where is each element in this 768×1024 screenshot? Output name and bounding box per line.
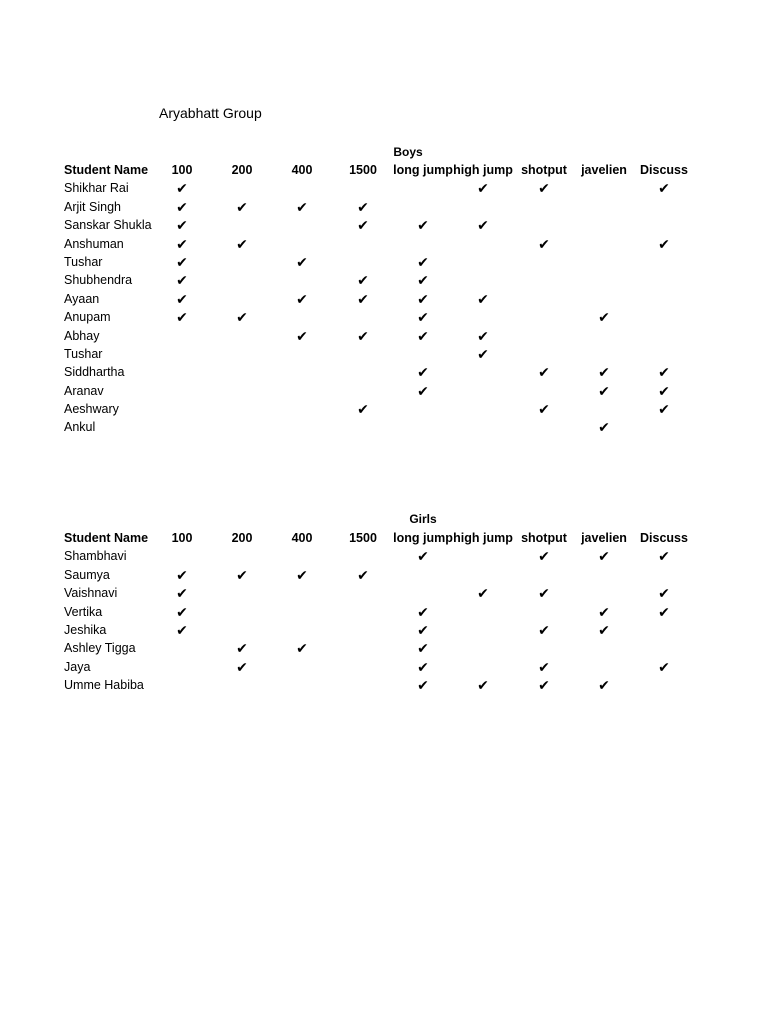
check-mark-icon: ✔ <box>176 585 188 602</box>
student-name: Tushar <box>64 346 103 361</box>
girls-group-label: Girls <box>409 512 437 526</box>
check-mark-icon: ✔ <box>296 290 308 307</box>
student-name: Ayaan <box>64 291 100 306</box>
column-header: long jump <box>393 163 453 177</box>
check-mark-icon: ✔ <box>658 603 670 620</box>
student-name: Saumya <box>64 567 110 582</box>
check-mark-icon: ✔ <box>236 640 248 657</box>
check-mark-icon: ✔ <box>236 309 248 326</box>
check-mark-icon: ✔ <box>296 640 308 657</box>
check-mark-icon: ✔ <box>477 585 489 602</box>
student-name: Shikhar Rai <box>64 181 129 196</box>
student-name: Sanskar Shukla <box>64 218 152 233</box>
column-header: high jump <box>453 531 513 545</box>
check-mark-icon: ✔ <box>598 603 610 620</box>
check-mark-icon: ✔ <box>417 640 429 657</box>
check-mark-icon: ✔ <box>176 621 188 638</box>
column-header: shotput <box>521 531 567 545</box>
column-header: Student Name <box>64 163 149 177</box>
column-header: 400 <box>291 163 313 177</box>
column-header: high jump <box>453 163 513 177</box>
check-mark-icon: ✔ <box>538 621 550 638</box>
check-mark-icon: ✔ <box>538 658 550 675</box>
check-mark-icon: ✔ <box>357 327 369 344</box>
check-mark-icon: ✔ <box>176 566 188 583</box>
check-mark-icon: ✔ <box>176 235 188 252</box>
column-header: 200 <box>231 531 253 545</box>
check-mark-icon: ✔ <box>658 382 670 399</box>
student-name: Anshuman <box>64 236 124 251</box>
student-name: Vertika <box>64 604 103 619</box>
check-mark-icon: ✔ <box>477 180 489 197</box>
check-mark-icon: ✔ <box>538 180 550 197</box>
check-mark-icon: ✔ <box>176 217 188 234</box>
student-name: Ashley Tigga <box>64 641 136 656</box>
check-mark-icon: ✔ <box>236 566 248 583</box>
check-mark-icon: ✔ <box>477 217 489 234</box>
column-header: 100 <box>171 531 193 545</box>
check-mark-icon: ✔ <box>417 272 429 289</box>
column-header: 200 <box>231 163 253 177</box>
student-name: Vaishnavi <box>64 586 118 601</box>
student-name: Jaya <box>64 659 91 674</box>
check-mark-icon: ✔ <box>417 327 429 344</box>
check-mark-icon: ✔ <box>417 309 429 326</box>
column-header: 100 <box>171 163 193 177</box>
student-name: Umme Habiba <box>64 678 144 693</box>
check-mark-icon: ✔ <box>658 548 670 565</box>
column-header: 1500 <box>349 163 377 177</box>
column-header: 400 <box>291 531 313 545</box>
check-mark-icon: ✔ <box>598 548 610 565</box>
check-mark-icon: ✔ <box>417 548 429 565</box>
student-name: Abhay <box>64 328 100 343</box>
student-name: Jeshika <box>64 622 107 637</box>
check-mark-icon: ✔ <box>236 658 248 675</box>
check-mark-icon: ✔ <box>176 603 188 620</box>
check-mark-icon: ✔ <box>296 198 308 215</box>
check-mark-icon: ✔ <box>417 658 429 675</box>
document-title: Aryabhatt Group <box>159 105 262 121</box>
check-mark-icon: ✔ <box>538 585 550 602</box>
check-mark-icon: ✔ <box>357 272 369 289</box>
check-mark-icon: ✔ <box>658 235 670 252</box>
column-header: shotput <box>521 163 567 177</box>
check-mark-icon: ✔ <box>417 253 429 270</box>
check-mark-icon: ✔ <box>417 364 429 381</box>
check-mark-icon: ✔ <box>176 253 188 270</box>
check-mark-icon: ✔ <box>658 585 670 602</box>
check-mark-icon: ✔ <box>296 327 308 344</box>
check-mark-icon: ✔ <box>357 566 369 583</box>
check-mark-icon: ✔ <box>598 621 610 638</box>
student-name: Aranav <box>64 383 104 398</box>
column-header: javelien <box>581 163 627 177</box>
check-mark-icon: ✔ <box>357 401 369 418</box>
student-name: Tushar <box>64 254 103 269</box>
check-mark-icon: ✔ <box>598 382 610 399</box>
check-mark-icon: ✔ <box>538 401 550 418</box>
check-mark-icon: ✔ <box>176 290 188 307</box>
check-mark-icon: ✔ <box>176 309 188 326</box>
check-mark-icon: ✔ <box>176 272 188 289</box>
check-mark-icon: ✔ <box>417 621 429 638</box>
check-mark-icon: ✔ <box>477 290 489 307</box>
check-mark-icon: ✔ <box>417 382 429 399</box>
check-mark-icon: ✔ <box>357 198 369 215</box>
check-mark-icon: ✔ <box>598 364 610 381</box>
check-mark-icon: ✔ <box>176 198 188 215</box>
check-mark-icon: ✔ <box>176 180 188 197</box>
check-mark-icon: ✔ <box>417 290 429 307</box>
check-mark-icon: ✔ <box>417 677 429 694</box>
column-header: Discuss <box>640 531 688 545</box>
student-name: Anupam <box>64 310 111 325</box>
student-name: Ankul <box>64 420 96 435</box>
check-mark-icon: ✔ <box>477 345 489 362</box>
check-mark-icon: ✔ <box>538 364 550 381</box>
check-mark-icon: ✔ <box>538 235 550 252</box>
check-mark-icon: ✔ <box>598 309 610 326</box>
check-mark-icon: ✔ <box>538 677 550 694</box>
check-mark-icon: ✔ <box>417 603 429 620</box>
check-mark-icon: ✔ <box>658 401 670 418</box>
check-mark-icon: ✔ <box>236 198 248 215</box>
check-mark-icon: ✔ <box>658 364 670 381</box>
check-mark-icon: ✔ <box>658 658 670 675</box>
check-mark-icon: ✔ <box>236 235 248 252</box>
column-header: 1500 <box>349 531 377 545</box>
check-mark-icon: ✔ <box>538 548 550 565</box>
boys-group-label: Boys <box>393 145 423 159</box>
student-name: Shambhavi <box>64 549 127 564</box>
check-mark-icon: ✔ <box>357 217 369 234</box>
check-mark-icon: ✔ <box>477 677 489 694</box>
column-header: long jump <box>393 531 453 545</box>
check-mark-icon: ✔ <box>598 677 610 694</box>
check-mark-icon: ✔ <box>357 290 369 307</box>
column-header: Student Name <box>64 531 149 545</box>
check-mark-icon: ✔ <box>598 419 610 436</box>
column-header: Discuss <box>640 163 688 177</box>
column-header: javelien <box>581 531 627 545</box>
student-name: Arjit Singh <box>64 199 121 214</box>
student-name: Siddhartha <box>64 365 125 380</box>
check-mark-icon: ✔ <box>296 566 308 583</box>
check-mark-icon: ✔ <box>477 327 489 344</box>
student-name: Aeshwary <box>64 402 119 417</box>
student-name: Shubhendra <box>64 273 133 288</box>
check-mark-icon: ✔ <box>296 253 308 270</box>
check-mark-icon: ✔ <box>658 180 670 197</box>
check-mark-icon: ✔ <box>417 217 429 234</box>
